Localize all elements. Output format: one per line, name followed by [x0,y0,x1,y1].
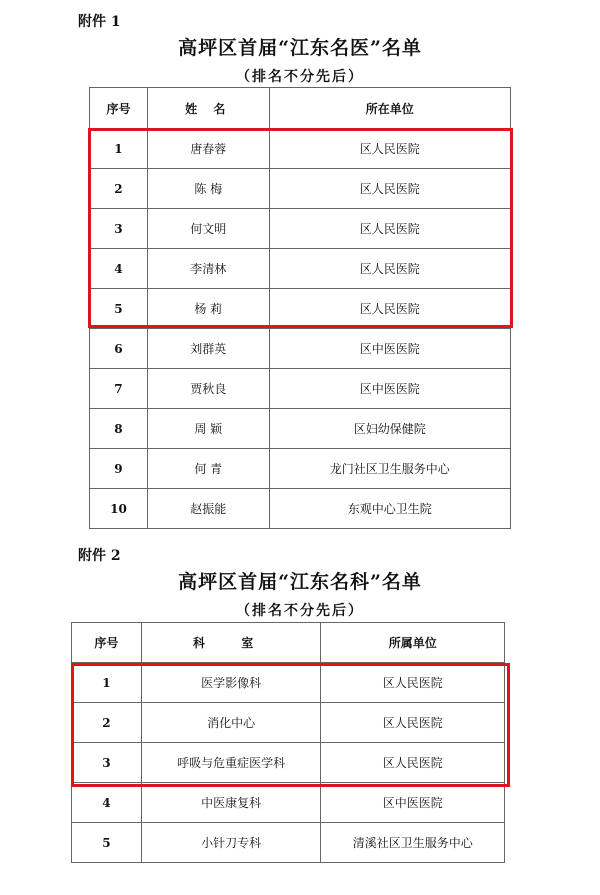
cell-unit: 区人民医院 [269,209,510,249]
cell-no: 5 [72,823,142,863]
cell-name: 贾秋良 [147,369,269,409]
header-unit: 所在单位 [269,88,510,129]
cell-unit: 清溪社区卫生服务中心 [321,823,505,863]
attachment-2-label: 附件 2 [78,548,121,564]
cell-dept: 中医康复科 [141,783,321,823]
cell-no: 5 [90,289,148,329]
table-row [72,823,505,863]
header-no: 序号 [72,623,142,663]
header-name: 姓 名 [147,88,269,129]
table-row [90,449,511,489]
cell-no: 4 [72,783,142,823]
cell-dept: 呼吸与危重症医学科 [141,743,321,783]
cell-name: 唐春蓉 [147,129,269,169]
table-row [90,369,511,409]
cell-unit: 区人民医院 [321,703,505,743]
cell-name: 刘群英 [147,329,269,369]
cell-name: 何文明 [147,209,269,249]
cell-no: 8 [90,409,148,449]
cell-name: 赵振能 [147,489,269,529]
cell-unit: 区人民医院 [269,129,510,169]
cell-name: 周 颖 [147,409,269,449]
attachment-1-label: 附件 1 [78,14,121,30]
cell-no: 7 [90,369,148,409]
table-row [90,409,511,449]
table-row [72,783,505,823]
cell-no: 2 [90,169,148,209]
cell-unit: 东观中心卫生院 [269,489,510,529]
table-row [90,329,511,369]
cell-dept: 消化中心 [141,703,321,743]
list-title-doctors: 高坪区首届“江东名医”名单 [178,37,422,59]
header-unit: 所属单位 [321,623,505,663]
table-header-row [90,88,511,129]
cell-no: 2 [72,703,142,743]
cell-no: 1 [90,129,148,169]
table-row [90,489,511,529]
cell-unit: 区人民医院 [269,289,510,329]
cell-dept: 小针刀专科 [141,823,321,863]
list-subtitle-departments: （排名不分先后） [236,603,364,619]
cell-name: 何 青 [147,449,269,489]
cell-no: 9 [90,449,148,489]
cell-unit: 区人民医院 [269,249,510,289]
table-header-row [72,623,505,663]
list-title-departments: 高坪区首届“江东名科”名单 [178,571,422,593]
cell-no: 3 [90,209,148,249]
cell-unit: 区妇幼保健院 [269,409,510,449]
cell-no: 1 [72,663,142,703]
cell-unit: 区中医医院 [269,329,510,369]
cell-no: 10 [90,489,148,529]
cell-unit: 区中医医院 [269,369,510,409]
cell-unit: 区人民医院 [269,169,510,209]
cell-unit: 龙门社区卫生服务中心 [269,449,510,489]
highlight-box-departments [71,663,510,787]
list-subtitle-doctors: （排名不分先后） [236,69,364,85]
cell-unit: 区人民医院 [321,743,505,783]
cell-no: 6 [90,329,148,369]
cell-name: 杨 莉 [147,289,269,329]
cell-dept: 医学影像科 [141,663,321,703]
cell-unit: 区人民医院 [321,663,505,703]
cell-name: 陈 梅 [147,169,269,209]
highlight-box-doctors [88,128,513,328]
cell-name: 李清林 [147,249,269,289]
cell-unit: 区中医医院 [321,783,505,823]
cell-no: 3 [72,743,142,783]
cell-no: 4 [90,249,148,289]
header-no: 序号 [90,88,148,129]
header-dept: 科 室 [141,623,321,663]
